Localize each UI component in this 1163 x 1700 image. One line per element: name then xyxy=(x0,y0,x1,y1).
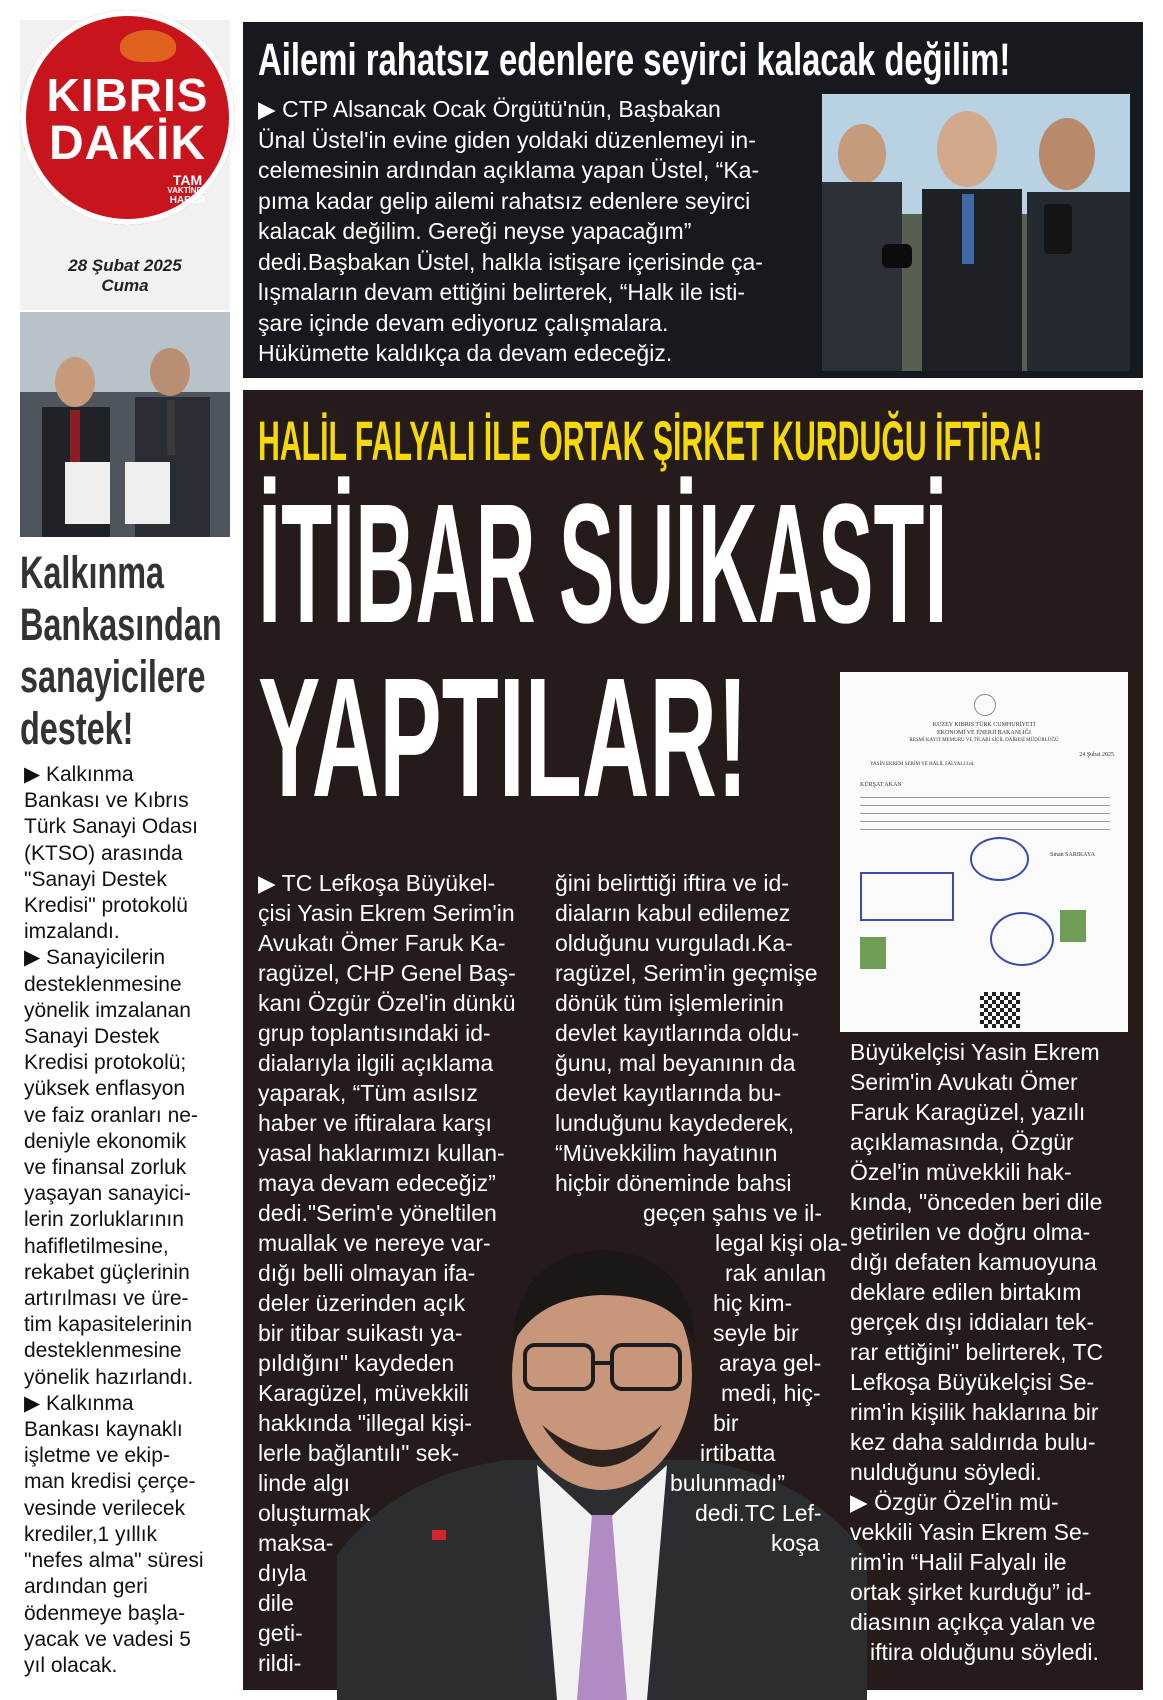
main-col2-line: dönük tüm işlemlerinin xyxy=(555,990,784,1016)
main-col3-line: Büyükelçisi Yasin Ekrem xyxy=(850,1039,1100,1065)
main-col3-line: dığı defaten kamuoyuna xyxy=(850,1249,1097,1275)
side-body-line: krediler,1 yıllık xyxy=(24,1522,158,1546)
main-col1-line: hakkında "illegal kişi- xyxy=(258,1410,472,1436)
doc-addressee: YASİN EKREM SERİM VE HALİL FALYALI Ltd. xyxy=(870,762,975,767)
revenue-stamp-icon xyxy=(1060,910,1086,942)
main-col1-line: Avukatı Ömer Faruk Ka- xyxy=(258,930,506,956)
doc-header-3: RESMİ KAYIT MEMURU VE TİCARİ SİCİL DAİRESİ MÜDÜRLÜĞÜ xyxy=(909,738,1059,743)
side-body-line: ödenmeye başla- xyxy=(24,1601,186,1625)
doc-date: 24 Şubat 2025 xyxy=(1079,752,1114,758)
side-body-line: Kredisi protokolü; xyxy=(24,1051,187,1075)
main-col3-line: diasının açıkça yalan ve xyxy=(850,1609,1096,1635)
doc-text-lines xyxy=(860,797,1110,837)
side-body-line: man kredisi çerçe- xyxy=(24,1470,196,1494)
main-col2-line: rak anılan xyxy=(725,1260,827,1286)
main-col1-line: linde algı xyxy=(258,1470,351,1496)
main-col3-line: rim'in “Halil Falyalı ile xyxy=(850,1549,1067,1575)
main-col3-line: rar ettiğini" belirterek, TC xyxy=(850,1339,1104,1365)
main-col3-line: vekkili Yasin Ekrem Se- xyxy=(850,1519,1090,1545)
main-col3-line: açıklamasında, Özgür xyxy=(850,1129,1074,1155)
main-col1-line: maksa- xyxy=(258,1530,334,1556)
side-body-line: yüksek enflasyon xyxy=(24,1077,186,1101)
main-col1-line: ▶ TC Lefkoşa Büyükel- xyxy=(258,870,496,896)
side-body-line: yönelik imzalanan xyxy=(24,998,191,1022)
main-col1-line: dedi."Serim'e yöneltilen xyxy=(258,1200,497,1226)
main-col3-line: nulduğunu söyledi. xyxy=(850,1459,1042,1485)
main-col3-line: iftira olduğunu söyledi. xyxy=(870,1639,1099,1665)
main-col3-line: ▶ Özgür Özel'in mü- xyxy=(850,1489,1059,1515)
main-col1-line: çisi Yasin Ekrem Serim'in xyxy=(258,900,515,926)
main-col2-line: ğunu, mal beyanının da xyxy=(555,1050,796,1076)
main-col3-line: Faruk Karagüzel, yazılı xyxy=(850,1099,1086,1125)
protocol-signing-photo xyxy=(20,312,230,537)
main-col3-line: Serim'in Avukatı Ömer xyxy=(850,1069,1078,1095)
stamp-icon xyxy=(860,872,954,921)
side-body-line: desteklenmesine xyxy=(24,972,182,996)
main-col2-line: dedi.TC Lef- xyxy=(695,1500,822,1526)
side-body-line: desteklenmesine xyxy=(24,1339,182,1363)
main-col3-line: Özel'in müvekkili hak- xyxy=(850,1159,1072,1185)
side-body-line: lerin zorluklarının xyxy=(24,1208,184,1232)
main-col3-line: rim'in kişilik haklarına bir xyxy=(850,1399,1099,1425)
main-col2-line: devlet kayıtlarında oldu- xyxy=(555,1020,800,1046)
top-body-line: ▶ CTP Alsancak Ocak Örgütü'nün, Başbakan xyxy=(258,96,721,122)
main-col2-line: medi, hiç- xyxy=(721,1380,821,1406)
top-body-line: Hükümette kaldıkça da devam edeceğiz. xyxy=(258,340,673,366)
side-body-line: Bankası ve Kıbrıs xyxy=(24,789,189,813)
side-body-line: hafifletilmesine, xyxy=(24,1234,169,1258)
top-story-headline: Ailemi rahatsız edenlere seyirci kalacak değilim! xyxy=(258,34,1011,85)
top-body-line: Ünal Üstel'in evine giden yoldaki düzenlemeyi in- xyxy=(258,126,756,153)
main-col1-line: pıldığını" kaydeden xyxy=(258,1350,455,1376)
main-story-column-1 xyxy=(258,868,516,1678)
main-col1-line: bir itibar suikastı ya- xyxy=(258,1320,463,1346)
side-body-line: Türk Sanayi Odası xyxy=(24,815,198,839)
top-body-line: celemesinin ardından açıklama yapan Üstel, “Ka- xyxy=(258,157,760,183)
main-story-headline-1: İTİBAR SUİKASTİ xyxy=(258,469,948,659)
main-col2-line: bulunmadı” xyxy=(670,1470,786,1496)
emblem-icon xyxy=(974,694,996,716)
main-col1-line: dialarıyla ilgili açıklama xyxy=(258,1050,494,1076)
side-story-body xyxy=(24,762,232,1679)
main-col1-line: deler üzerinden açık xyxy=(258,1290,466,1316)
main-col1-line: dile xyxy=(258,1590,294,1616)
side-body-line: deniyle ekonomik xyxy=(24,1129,187,1153)
main-col1-line: yaparak, “Tüm asılsız xyxy=(258,1080,478,1106)
issue-day: Cuma xyxy=(101,276,149,295)
main-col3-line: Lefkoşa Büyükelçisi Se- xyxy=(850,1369,1095,1395)
top-story-body xyxy=(258,94,763,369)
main-col1-line: rildi- xyxy=(258,1650,302,1676)
main-col1-line: maya devam edeceğiz” xyxy=(258,1170,496,1196)
main-col2-line: hiç kim- xyxy=(713,1290,793,1316)
side-body-line: ▶ Kalkınma xyxy=(24,763,134,786)
side-body-line: Kredisi" protokolü xyxy=(24,894,188,918)
brand-line-1: KIBRIS xyxy=(46,69,209,121)
main-col2-line: araya gel- xyxy=(719,1350,822,1376)
side-body-line: yacak ve vadesi 5 xyxy=(24,1627,191,1651)
doc-header-2: EKONOMİ VE ENERJİ BAKANLIĞI xyxy=(936,730,1032,736)
main-col1-line: dığı belli olmayan ifa- xyxy=(258,1260,476,1286)
side-body-line: "nefes alma" süresi xyxy=(24,1549,204,1573)
top-story-photo xyxy=(822,94,1130,371)
side-body-line: vesinde verilecek xyxy=(24,1496,186,1520)
main-story-column-2 xyxy=(555,868,848,1558)
main-col2-line: seyle bir xyxy=(713,1320,799,1346)
side-body-line: artırılması ve üre- xyxy=(24,1287,189,1311)
main-col2-line: geçen şahıs ve il- xyxy=(643,1200,822,1226)
tagline-1: TAM xyxy=(172,172,203,188)
side-body-line: tim kapasitelerinin xyxy=(24,1313,193,1337)
side-body-line: (KTSO) arasında xyxy=(24,841,183,865)
main-col1-line: yasal haklarımızı kullan- xyxy=(258,1140,505,1166)
main-story-column-3 xyxy=(850,1037,1103,1667)
top-body-line: şare içinde devam ediyoruz çalışmalara. xyxy=(258,309,669,336)
main-story-kicker: HALİL FALYALI İLE ORTAK ŞİRKET KURDUĞU İFTİRA! xyxy=(258,409,1043,472)
side-body-line: yaşayan sanayici- xyxy=(24,1182,191,1206)
stamp-icon xyxy=(990,912,1054,966)
main-col3-line: kında, "önceden beri dile xyxy=(850,1189,1103,1215)
main-col1-line: dıyla xyxy=(258,1560,307,1586)
tagline-3: HABER xyxy=(169,195,206,206)
main-col3-line: gerçek dışı iddiaları tek- xyxy=(850,1309,1095,1335)
main-col2-line: hiçbir döneminde bahsi xyxy=(555,1170,792,1196)
side-headline-line: Kalkınma xyxy=(20,547,165,598)
main-col3-line: kez daha saldırıda bulu- xyxy=(850,1429,1096,1455)
side-body-line: yıl olacak. xyxy=(24,1653,118,1677)
tagline-2: VAKTİNDE xyxy=(167,186,208,195)
side-body-line: işletme ve ekip- xyxy=(24,1444,170,1468)
side-body-line: rekabet güçlerinin xyxy=(24,1260,190,1284)
main-col3-line: deklare edilen birtakım xyxy=(850,1279,1082,1305)
main-col1-line: kanı Özgür Özel'in dünkü xyxy=(258,990,516,1016)
top-body-line: lışmaların devam ettiğini belirterek, “Halk ile isti- xyxy=(258,279,745,305)
main-col2-line: lunduğunu kaydederek, xyxy=(555,1110,795,1136)
qr-code-icon xyxy=(980,992,1020,1028)
main-story-headline-2: YAPTILAR! xyxy=(258,643,749,833)
main-col1-line: muallak ve nereye var- xyxy=(258,1230,491,1256)
main-col3-line: getirilen ve doğru olma- xyxy=(850,1219,1091,1245)
side-headline-line: destek! xyxy=(20,703,134,754)
main-col2-line: legal kişi ola- xyxy=(715,1230,848,1256)
main-col2-line: bir xyxy=(713,1410,739,1436)
top-body-line: kalacak değilim. Gereği neyse yapacağım” xyxy=(258,218,692,244)
main-col2-line: diaların kabul edilemez xyxy=(555,900,791,926)
main-col1-line: oluşturmak xyxy=(258,1500,371,1526)
main-col2-line: ragüzel, Serim'in geçmişe xyxy=(555,960,818,986)
revenue-stamp-icon xyxy=(860,937,886,969)
turtle-icon xyxy=(120,30,176,62)
main-col2-line: “Müvekkilim hayatının xyxy=(555,1140,778,1166)
side-body-line: Bankası kaynaklı xyxy=(24,1418,183,1442)
side-body-line: ve faiz oranları ne- xyxy=(24,1103,198,1127)
top-body-line: dedi.Başbakan Üstel, halkla istişare içerisinde ça- xyxy=(258,248,763,275)
main-col3-line: ortak şirket kurduğu” id- xyxy=(850,1579,1092,1605)
main-col2-line: ğini belirttiği iftira ve id- xyxy=(555,870,789,896)
doc-signature-name: Sinan SARIKAYA xyxy=(1050,852,1095,858)
side-body-line: ▶ Kalkınma xyxy=(24,1391,134,1415)
top-body-line: pıma kadar gelip ailemi rahatsız edenlere seyirci xyxy=(258,187,751,214)
main-col2-line: olduğunu vurguladı.Ka- xyxy=(555,930,793,956)
side-headline-line: sanayicilere xyxy=(20,651,206,702)
side-body-line: ▶ Sanayicilerin xyxy=(24,946,166,970)
stamp-icon xyxy=(970,837,1029,881)
main-col1-line: lerle bağlantılı" sek- xyxy=(258,1440,460,1466)
main-col1-line: haber ve iftiralara karşı xyxy=(258,1110,492,1136)
doc-to-name: KÜRŞAT AKAN xyxy=(860,782,902,788)
side-body-line: yönelik hazırlandı. xyxy=(24,1365,194,1389)
issue-date-block xyxy=(20,256,230,296)
official-document-image xyxy=(840,672,1128,1032)
side-body-line: ardından geri xyxy=(24,1575,148,1599)
side-body-line: Sanayi Destek xyxy=(24,1025,160,1049)
side-headline-line: Bankasından xyxy=(20,599,222,650)
doc-header-1: KUZEY KIBRIS TÜRK CUMHURİYETİ xyxy=(932,722,1036,728)
masthead-logo[interactable] xyxy=(20,10,235,225)
main-col1-line: ragüzel, CHP Genel Baş- xyxy=(258,960,516,986)
side-body-line: "Sanayi Destek xyxy=(24,867,167,891)
main-col1-line: geti- xyxy=(258,1620,303,1646)
main-col1-line: grup toplantısındaki id- xyxy=(258,1020,491,1046)
main-col1-line: Karagüzel, müvekkili xyxy=(258,1380,469,1406)
main-col2-line: koşa xyxy=(771,1530,820,1556)
side-body-line: ve finansal zorluk xyxy=(24,1156,187,1180)
main-col2-line: irtibatta xyxy=(700,1440,776,1466)
issue-date: 28 Şubat 2025 xyxy=(68,256,182,275)
brand-line-2: DAKİK xyxy=(49,117,206,170)
main-col2-line: devlet kayıtlarında bu- xyxy=(555,1080,782,1106)
side-body-line: imzalandı. xyxy=(24,920,120,944)
